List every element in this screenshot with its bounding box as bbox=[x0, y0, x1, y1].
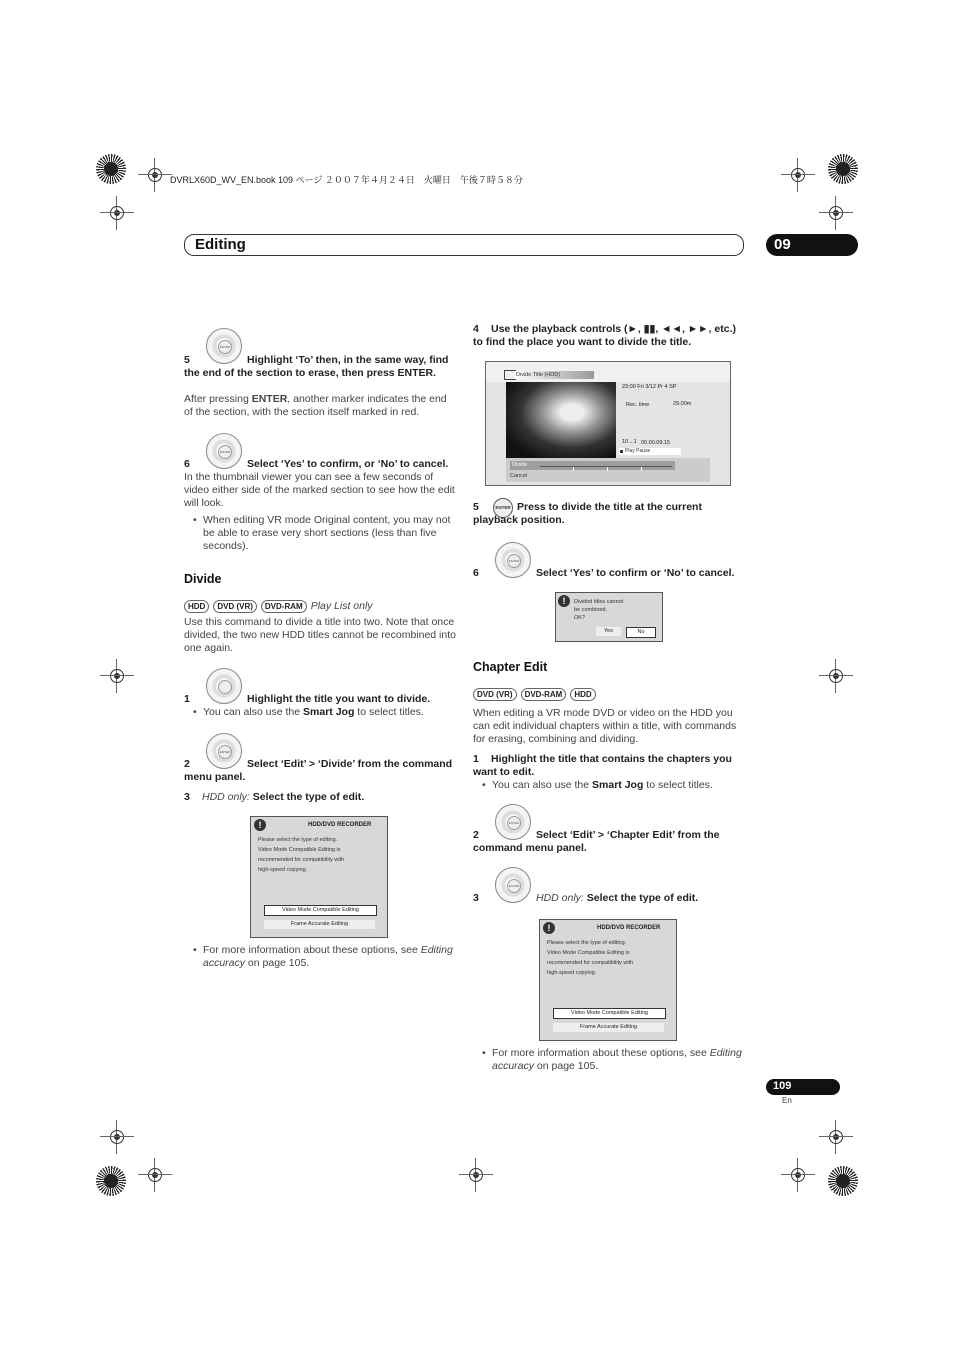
chapter-badge bbox=[766, 234, 858, 256]
printer-mark-icon bbox=[828, 154, 858, 184]
bullet-item: • When editing VR mode Original content, you may not be able to erase very short sections (less than five seconds). bbox=[203, 514, 456, 553]
yes-button[interactable]: Yes bbox=[596, 627, 621, 636]
dialog-message: Please select the type of editing. Video Mode Compatible Editing is recommended for compatibility with high-speed copying. bbox=[547, 940, 634, 976]
smart-jog-icon bbox=[206, 668, 242, 704]
step-number: 2 bbox=[473, 829, 479, 841]
smart-jog-icon: ENTER bbox=[495, 804, 531, 840]
media-tags bbox=[473, 684, 600, 702]
registration-mark-icon bbox=[146, 166, 164, 184]
screen-title: Divide Title (HDD) bbox=[514, 371, 594, 379]
registration-mark-icon bbox=[146, 1166, 164, 1184]
tag-hdd: HDD bbox=[570, 688, 595, 701]
option-frame-accurate[interactable]: Frame Accurate Editing bbox=[553, 1023, 664, 1032]
tag-dvd-vr: DVD (VR) bbox=[473, 688, 517, 701]
timeline bbox=[540, 466, 672, 471]
tag-hdd: HDD bbox=[184, 600, 209, 613]
file-info-line: DVRLX60D_WV_EN.book 109 ページ ２００７年４月２４日 火曜日 午後７時５８分 bbox=[170, 175, 523, 185]
smart-jog-icon: ENTER bbox=[495, 542, 531, 578]
position: 10→1 bbox=[622, 439, 637, 445]
dialog-title: HDD/DVD RECORDER bbox=[308, 822, 372, 828]
step-number: 3 bbox=[184, 791, 190, 803]
paragraph: In the thumbnail viewer you can see a few seconds of video either side of the marked section to see how the edit will look. bbox=[184, 471, 455, 509]
step-text: Press to divide the title at the current playback position. bbox=[473, 501, 702, 526]
step-number: 2 bbox=[184, 758, 190, 770]
paragraph: After pressing ENTER, another marker indicates the end of the section, with the section itself marked in red. bbox=[184, 393, 447, 418]
chapter-number: 09 bbox=[774, 236, 791, 253]
step-text: Select ‘Edit’ > ‘Divide’ from the command menu panel. bbox=[184, 758, 453, 783]
section-header-bar bbox=[184, 234, 744, 256]
divide-title-screen bbox=[485, 361, 731, 486]
bullet-item: • You can also use the Smart Jog to select titles. bbox=[492, 779, 745, 792]
language-label: En bbox=[782, 1096, 792, 1105]
step-number: 5 bbox=[184, 354, 190, 366]
smart-jog-icon: ENTER bbox=[206, 433, 242, 469]
step-text: Highlight the title you want to divide. bbox=[247, 693, 431, 705]
timecode: 00.00.09.15 bbox=[641, 440, 671, 446]
heading-divide: Divide bbox=[184, 572, 222, 586]
info-line: 23:00 Fri 3/12 Pr 4 SP bbox=[622, 384, 677, 390]
printer-mark-icon bbox=[96, 1166, 126, 1196]
dialog-message: Please select the type of editing. Video Mode Compatible Editing is recommended for compatibility with high-speed copying. bbox=[258, 837, 345, 873]
confirm-dialog bbox=[555, 592, 663, 642]
smart-jog-icon: ENTER bbox=[495, 867, 531, 903]
step-text: Highlight ‘To’ then, in the same way, find the end of the section to erase, then press ENTER. bbox=[184, 354, 449, 379]
warning-icon: ! bbox=[543, 922, 555, 934]
step-text: Select ‘Yes’ to confirm, or ‘No’ to cancel. bbox=[247, 458, 449, 470]
no-button[interactable]: No bbox=[626, 627, 656, 638]
tag-dvd-ram: DVD-RAM bbox=[261, 600, 307, 613]
step-number: 6 bbox=[473, 567, 479, 579]
confirm-message: Divided titles cannot be combined. OK? bbox=[574, 599, 624, 621]
menu-divide[interactable]: Divide bbox=[510, 461, 675, 470]
edit-type-dialog bbox=[250, 816, 388, 938]
printer-mark-icon bbox=[828, 1166, 858, 1196]
bullet-item: • You can also use the Smart Jog to select titles. bbox=[203, 706, 456, 719]
registration-mark-icon bbox=[108, 204, 126, 222]
step-number: 1 bbox=[184, 693, 190, 705]
edit-type-dialog bbox=[539, 919, 677, 1041]
step-number: 1 bbox=[473, 753, 479, 765]
page-number-badge bbox=[766, 1079, 840, 1095]
step-number: 5 bbox=[473, 501, 479, 513]
step-text: HDD only: Select the type of edit. bbox=[536, 892, 699, 904]
option-frame-accurate[interactable]: Frame Accurate Editing bbox=[264, 920, 375, 929]
step-text: Highlight the title that contains the chapters you want to edit. bbox=[473, 753, 732, 778]
step-number: 6 bbox=[184, 458, 190, 470]
step-text: Select ‘Yes’ to confirm or ‘No’ to cancel. bbox=[536, 567, 735, 579]
step-text: Use the playback controls (►, ▮▮, ◄◄, ►►, etc.) to find the place you want to divide the title. bbox=[473, 323, 736, 348]
tag-note: Play List only bbox=[310, 600, 373, 612]
heading-chapter-edit: Chapter Edit bbox=[473, 660, 548, 674]
warning-icon: ! bbox=[254, 819, 266, 831]
media-tags bbox=[184, 596, 373, 614]
dialog-title: HDD/DVD RECORDER bbox=[597, 925, 661, 931]
paragraph: Use this command to divide a title into two. Note that once divided, the two new HDD titles cannot be recombined into one again. bbox=[184, 616, 456, 654]
registration-mark-icon bbox=[827, 667, 845, 685]
enter-button-icon: ENTER bbox=[493, 498, 513, 518]
paragraph: When editing a VR mode DVD or video on the HDD you can edit individual chapters within a title, with commands for erasing, combining and dividing. bbox=[473, 707, 737, 745]
registration-mark-icon bbox=[827, 1128, 845, 1146]
video-thumbnail bbox=[506, 382, 616, 458]
registration-mark-icon bbox=[789, 1166, 807, 1184]
menu-cancel[interactable]: Cancel bbox=[510, 473, 528, 479]
step-number: 3 bbox=[473, 892, 479, 904]
bullet-item: • For more information about these options, see Editing accuracy on page 105. bbox=[492, 1047, 745, 1073]
rec-time-value: 29.00m bbox=[673, 401, 692, 407]
step-text: HDD only: Select the type of edit. bbox=[202, 791, 365, 803]
printer-mark-icon bbox=[96, 154, 126, 184]
registration-mark-icon bbox=[789, 166, 807, 184]
registration-mark-icon bbox=[108, 1128, 126, 1146]
tag-dvd-vr: DVD (VR) bbox=[213, 600, 257, 613]
step-number: 4 bbox=[473, 323, 479, 335]
tag-dvd-ram: DVD-RAM bbox=[521, 688, 567, 701]
warning-icon: ! bbox=[558, 595, 570, 607]
rec-time-label: Rec. time bbox=[626, 402, 650, 408]
section-title: Editing bbox=[195, 236, 246, 253]
option-video-mode-compatible[interactable]: Video Mode Compatible Editing bbox=[553, 1008, 666, 1019]
option-video-mode-compatible[interactable]: Video Mode Compatible Editing bbox=[264, 905, 377, 916]
registration-mark-icon bbox=[827, 204, 845, 222]
smart-jog-icon: ENTER bbox=[206, 328, 242, 364]
registration-mark-icon bbox=[108, 667, 126, 685]
step-text: Select ‘Edit’ > ‘Chapter Edit’ from the command menu panel. bbox=[473, 829, 720, 854]
bullet-item: • For more information about these options, see Editing accuracy on page 105. bbox=[203, 944, 456, 970]
status-bar: Play Pause bbox=[619, 448, 681, 455]
registration-mark-icon bbox=[467, 1166, 485, 1184]
page-number: 109 bbox=[773, 1080, 792, 1092]
smart-jog-icon: ENTER bbox=[206, 733, 242, 769]
